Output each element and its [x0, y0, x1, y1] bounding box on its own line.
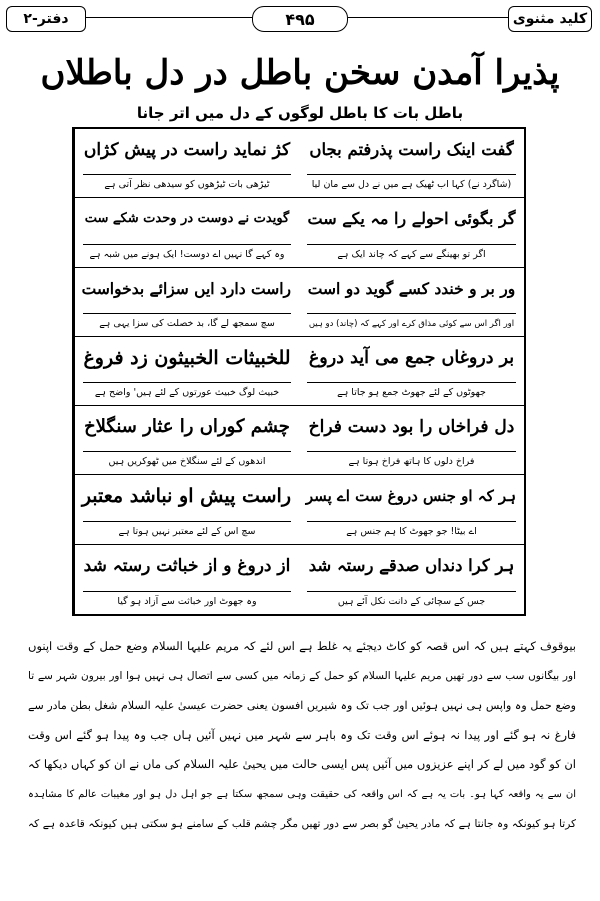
verse-translation: وہ جھوٹ اور خباثت سے آزاد ہو گیا — [83, 591, 291, 611]
verse-translation: اے بیٹا! جو جھوٹ کا ہم جنس ہے — [307, 521, 516, 541]
book-title: کلید مثنوی — [508, 6, 592, 32]
verse-text: دل فراخاں را بود دست فراخ — [308, 417, 515, 438]
commentary-line: اور بیگانوں سب سے دور تھیں مریم علیہا السلام کو حمل کے زمانہ میں کسی سے اتصال ہی نہیں ہوا اور بیرون شہر سے تا — [28, 669, 576, 682]
header-rule-left — [86, 17, 252, 18]
verse-cell-right — [299, 475, 524, 544]
verse-cell-right — [299, 406, 524, 475]
verse-translation: اور اگر اس سے کوئی مذاق کرے اور کہے کہ (چاند) دو ہیں — [307, 313, 516, 333]
verse-text: للخبیثات الخبیثون زد فروغ — [83, 346, 291, 369]
verse-cell-left — [74, 268, 299, 337]
commentary-line: ان سے یہ واقعہ کہا ہو۔ بات یہ ہے کہ اس واقعہ کی حقیقت وہی سمجھ سکتا ہے جو اہل دل ہو اور مغیبات عالم کا مشاہدہ — [28, 788, 576, 800]
verse-cell-left — [74, 198, 299, 267]
verse-text: گر بگوئی احولے را مہ یکے ست — [307, 209, 516, 229]
verse-cell-right — [299, 129, 524, 198]
verse-translation: جھوٹوں کے لئے جھوٹ جمع ہو جاتا ہے — [307, 382, 516, 402]
commentary-line: کرتا ہو کیونکہ وہ جانتا ہے کہ مادر یحییٰ گو بصر سے دور تھیں مگر چشم قلب کے سامنے ہو سکتی ہیں کیونکہ قاعدہ ہے کہ — [28, 817, 576, 830]
commentary-line: فارغ نہ ہو گئے اور پیدا نہ ہوئے اس وقت تک وہ باہر سے شہر میں نہیں آئیں ہاں جب وہ پیدا ہو گئے اس وقت — [28, 727, 576, 742]
commentary-line: وضع حمل وہ واپس ہی نہیں ہوئیں اور جب تک وہ شیریں افسون یعنی حضرت عیسیٰ علیہ السلام شغل بطن مادر سے — [28, 699, 576, 713]
verse-text: ور بر و خندد کسے گوید دو است — [307, 278, 516, 298]
verse-cell-right — [299, 268, 524, 337]
verse-text: کژ نماید راست در پیش کژاں — [83, 140, 291, 160]
verse-translation: (شاگرد نے) کہا اب ٹھیک ہے میں نے دل سے مان لیا — [307, 174, 516, 194]
chapter-subtitle: باطل بات کا باطل لوگوں کے دل میں اتر جانا — [136, 104, 464, 122]
verse-text: راست دارد ایں سزائے بدخواست — [81, 278, 291, 298]
verse-text: بر دروغاں جمع می آید دروغ — [308, 347, 515, 368]
verse-text: ہر کہ او جنس دروغ ست اے پسر — [305, 487, 516, 506]
verse-cell-right — [299, 198, 524, 267]
header-rule-right — [348, 17, 508, 18]
commentary-line: بیوقوف کہتے ہیں کہ اس قصہ کو کاٹ دیجئے یہ غلط ہے اس لئے کہ مریم علیہا السلام وضع حمل کے وقت اپنوں — [28, 639, 576, 653]
verse-translation: اگر تو بھینگے سے کہے کہ چاند ایک ہے — [307, 244, 516, 264]
verse-cell-left — [74, 337, 299, 406]
verse-text: راست پیش او نباشد معتبر — [81, 485, 291, 508]
commentary-line: ان کو گود میں لے کر اپنے عزیزوں میں آئیں پس ایسی حالت میں یحییٰ علیہ السلام کی ماں نے ان کو کہاں دیکھا کہ — [28, 757, 576, 772]
commentary-paragraph — [28, 632, 576, 839]
verse-text: گفت اینک راست پذرفتم بجاں — [309, 140, 514, 159]
volume-label: دفتر-۲ — [6, 6, 86, 32]
verse-cell-left — [74, 475, 299, 544]
verse-cell-left — [74, 129, 299, 198]
verse-translation: جس کے سچائی کے دانت نکل آئے ہیں — [307, 591, 516, 611]
verse-translation: سچ سمجھ لے گا، بد خصلت کی سزا یہی ہے — [83, 313, 291, 333]
verse-text: از دروغ و از خباثت رستہ شد — [83, 555, 291, 576]
verse-translation: وہ کہے گا نہیں اے دوست! ایک ہونے میں شبہ ہے — [83, 244, 291, 264]
verse-cell-left — [74, 545, 299, 614]
verse-translation: فراخ دلوں کا ہاتھ فراخ ہوتا ہے — [307, 451, 516, 471]
verse-translation: اندھوں کے لئے سنگلاخ میں ٹھوکریں ہیں — [83, 451, 291, 471]
verse-table — [72, 127, 526, 616]
verse-text: چشم کوراں را عثار سنگلاخ — [84, 416, 290, 438]
chapter-title: پذیرا آمدن سخن باطل در دل باطلاں — [40, 53, 560, 93]
verse-text: گویدت نے دوست در وحدت شکے ست — [84, 211, 290, 227]
verse-cell-right — [299, 545, 524, 614]
verse-translation: سچ اس کے لئے معتبر نہیں ہوتا ہے — [83, 521, 291, 541]
page-number: ۴۹۵ — [252, 6, 348, 32]
verse-cell-right — [299, 337, 524, 406]
verse-translation: خبیث لوگ خبیث عورتوں کے لئے ہیں' واضح ہے — [83, 382, 291, 402]
verse-text: ہر کرا دنداں صدقے رستہ شد — [308, 555, 515, 575]
verse-cell-left — [74, 406, 299, 475]
verse-translation: ٹیڑھی بات ٹیڑھوں کو سیدھی نظر آتی ہے — [83, 174, 291, 194]
